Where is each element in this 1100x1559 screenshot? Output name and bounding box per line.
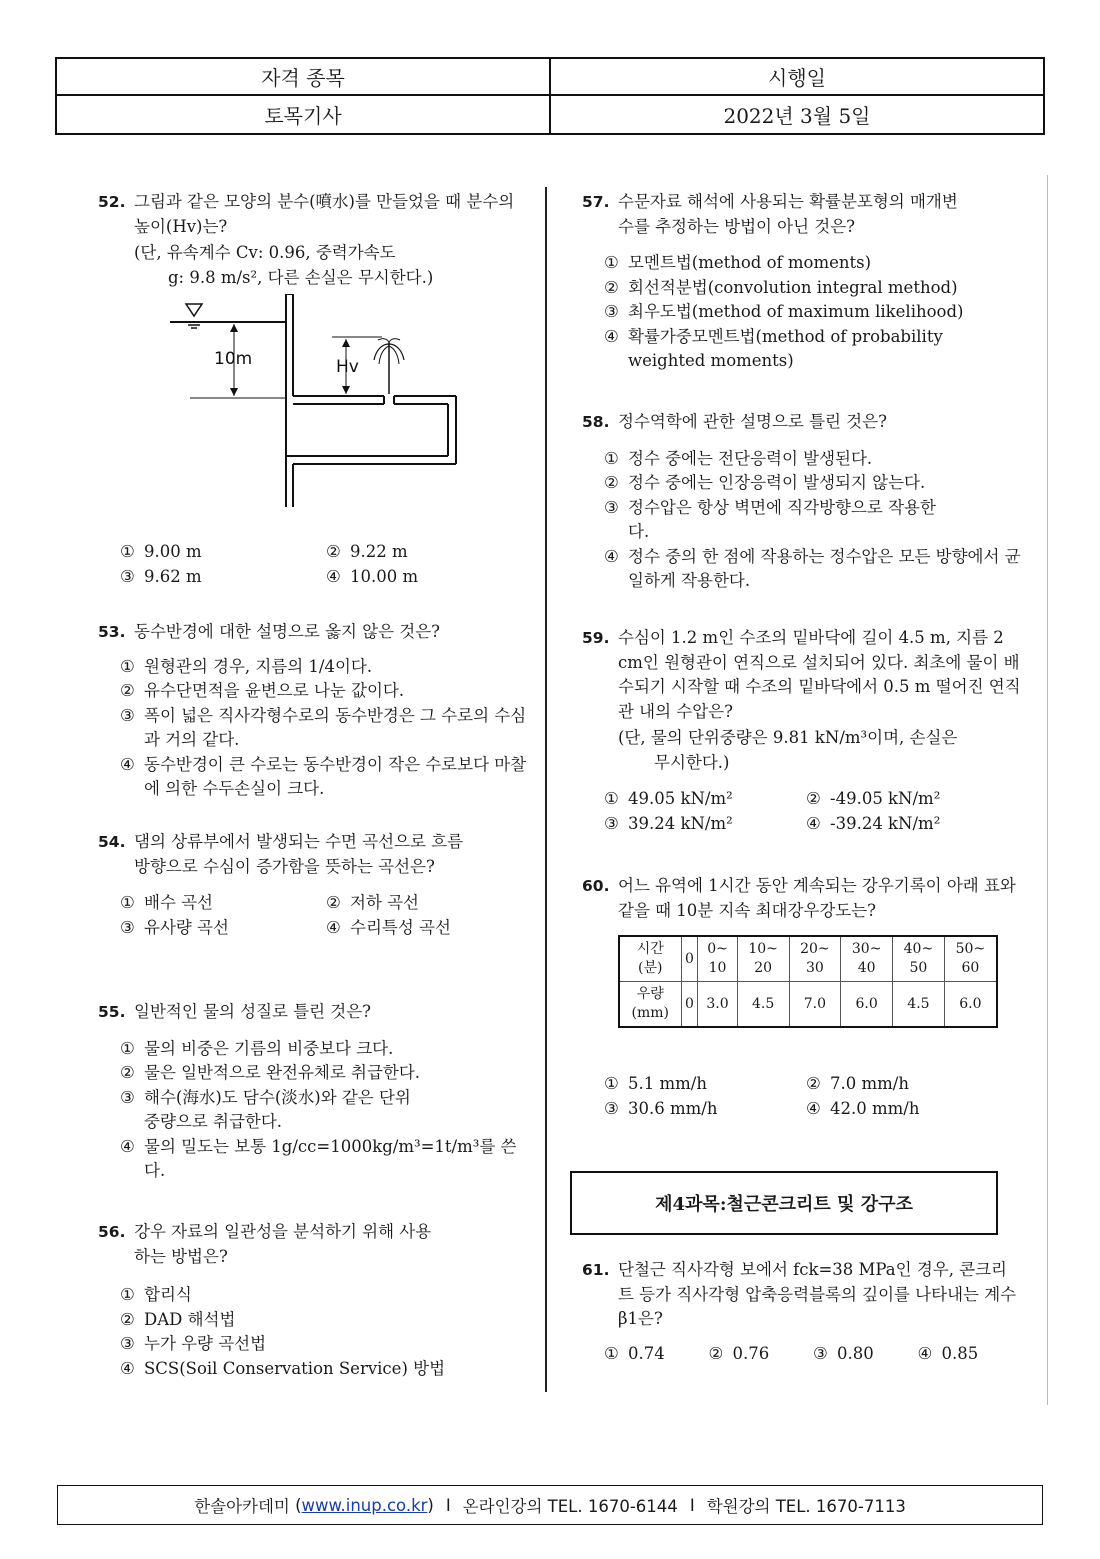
question-56 [98, 1220, 528, 1381]
option-2[interactable]: ② 정수 중에는 인장응력이 발생되지 않는다. [604, 473, 926, 492]
option-3[interactable]: ③ 0.80 [813, 1343, 874, 1363]
option-1[interactable]: ① 49.05 kN/m² [604, 789, 733, 808]
question-number: 57. [582, 193, 610, 211]
question-text: 댐의 상류부에서 발생되는 수면 곡선으로 흐름 방향으로 수심이 증가함을 뜻하는 곡선은? [134, 832, 464, 876]
table-cell: 6.0 [944, 982, 997, 1028]
rainfall-table [618, 935, 998, 1028]
offline-phone: 학원강의 TEL. 1670-7113 [706, 1497, 906, 1516]
fountain-diagram [160, 294, 480, 514]
table-cell: 20~ 30 [789, 936, 841, 982]
option-4[interactable]: ④ 0.85 [917, 1343, 979, 1363]
question-text: 그림과 같은 모양의 분수(噴水)를 만들었을 때 분수의 높이(Hv)는? [134, 192, 515, 236]
option-3[interactable]: ③ 누가 우량 곡선법 [120, 1334, 267, 1353]
question-58 [582, 410, 1022, 594]
question-condition: 무시한다.) [654, 752, 730, 772]
option-3[interactable]: ③ 유사량 곡선 [120, 917, 229, 937]
question-text: 일반적인 물의 성질로 틀린 것은? [134, 1002, 372, 1021]
question-60-options [582, 1072, 1022, 1121]
table-cell: 3.0 [698, 982, 737, 1028]
table-cell: 4.5 [893, 982, 945, 1028]
option-4[interactable]: ④ 42.0 mm/h [806, 1098, 920, 1118]
option-2[interactable]: ② DAD 해석법 [120, 1309, 236, 1329]
online-phone: 온라인강의 TEL. 1670-6144 [462, 1497, 678, 1516]
option-2[interactable]: ② 유수단면적을 윤변으로 나눈 값이다. [120, 681, 405, 700]
option-4[interactable]: ④ 10.00 m [326, 566, 419, 586]
option-1[interactable]: ① 모멘트법(method of moments) [604, 253, 872, 272]
question-52-options [98, 540, 528, 589]
table-cell: 0~ 10 [698, 936, 737, 982]
option-1[interactable]: ① 배수 곡선 [120, 893, 214, 912]
option-3[interactable]: ③ 해수(海水)도 담수(淡水)와 같은 단위중량으로 취급한다. [120, 1087, 411, 1131]
table-header-cell: 시간 (분) [619, 936, 681, 982]
option-1[interactable]: ① 원형관의 경우, 지름의 1/4이다. [120, 656, 373, 676]
option-1[interactable]: ① 물의 비중은 기름의 비중보다 크다. [120, 1038, 394, 1058]
option-1[interactable]: ① 9.00 m [120, 542, 202, 561]
option-3[interactable]: ③ 9.62 m [120, 566, 202, 586]
option-4[interactable]: ④ 수리특성 곡선 [326, 917, 451, 937]
question-number: 59. [582, 629, 610, 647]
question-text: 동수반경에 대한 설명으로 옳지 않은 것은? [134, 622, 441, 641]
option-3[interactable]: ③ 최우도법(method of maximum likelihood) [604, 302, 964, 321]
option-3[interactable]: ③ 폭이 넓은 직사각형수로의 동수반경은 그 수로의 수심과 거의 같다. [120, 705, 527, 749]
question-number: 60. [582, 877, 610, 895]
question-text: 단철근 직사각형 보에서 fck=38 MPa인 경우, 콘크리트 등가 직사각형 압축응력블록의 깊이를 나타내는 계수 β1은? [618, 1260, 1017, 1328]
option-4[interactable]: ④ 동수반경이 큰 수로는 동수반경이 작은 수로보다 마찰에 의한 수두손실이 크다. [120, 754, 527, 798]
option-4[interactable]: ④ -39.24 kN/m² [806, 813, 941, 833]
question-57 [582, 190, 1022, 374]
option-2[interactable]: ② 9.22 m [326, 542, 408, 561]
table-cell: 7.0 [789, 982, 841, 1028]
option-4[interactable]: ④ 정수 중의 한 점에 작용하는 정수압은 모든 방향에서 균일하게 작용한다. [604, 546, 1021, 590]
option-2[interactable]: ② -49.05 kN/m² [806, 789, 941, 808]
table-cell: 50~ 60 [944, 936, 997, 982]
table-row [619, 936, 997, 982]
table-cell: 10~ 20 [737, 936, 789, 982]
question-54 [98, 830, 528, 940]
question-number: 54. [98, 833, 126, 851]
option-4[interactable]: ④ SCS(Soil Conservation Service) 방법 [120, 1358, 446, 1378]
separator: I [445, 1495, 451, 1515]
question-text: 정수역학에 관한 설명으로 틀린 것은? [618, 412, 887, 431]
table-cell: 0 [681, 936, 698, 982]
header-subject-label: 자격 종목 [57, 59, 551, 96]
footer-banner: 한솔아카데미 ( www.inup.co.kr ) I 온라인강의 TEL. 1670-6144 I 학원강의 TEL. 1670-7113 [57, 1485, 1043, 1525]
header-subject-value: 토목기사 [57, 96, 551, 133]
option-2[interactable]: ② 회선적분법(convolution integral method) [604, 277, 958, 297]
question-number: 61. [582, 1261, 610, 1279]
question-number: 52. [98, 193, 126, 211]
academy-link[interactable]: www.inup.co.kr [301, 1495, 428, 1515]
question-condition: (단, 물의 단위중량은 9.81 kN/m³이며, 손실은 [618, 728, 958, 747]
question-59 [582, 626, 1022, 836]
question-text: 수심이 1.2 m인 수조의 밑바닥에 길이 4.5 m, 지름 2 cm인 원형관이 연직으로 설치되어 있다. 최초에 물이 배수되기 시작할 때 수조의 밑바닥에서 0.5 m 떨어진 연직관 내의 수압은? [618, 628, 1021, 721]
question-number: 53. [98, 623, 126, 641]
question-55 [98, 1000, 528, 1184]
question-60 [582, 874, 1022, 923]
option-1[interactable]: ① 합리식 [120, 1285, 192, 1304]
header-date-value: 2022년 3월 5일 [723, 104, 871, 128]
table-cell: 40~ 50 [893, 936, 945, 982]
table-row [619, 982, 997, 1028]
question-condition: g: 9.8 m/s², 다른 손실은 무시한다.) [168, 267, 434, 287]
table-cell: 6.0 [841, 982, 893, 1028]
question-text: 어느 유역에 1시간 동안 계속되는 강우기록이 아래 표와 같을 때 10분 지속 최대강우강도는? [618, 876, 1016, 920]
option-2[interactable]: ② 7.0 mm/h [806, 1074, 909, 1093]
option-3[interactable]: ③ 정수압은 항상 벽면에 직각방향으로 작용한다. [604, 497, 936, 541]
table-cell: 0 [681, 982, 698, 1028]
option-1[interactable]: ① 정수 중에는 전단응력이 발생된다. [604, 448, 873, 468]
option-2[interactable]: ② 물은 일반적으로 완전유체로 취급한다. [120, 1063, 421, 1082]
depth-label: 10m [214, 349, 253, 369]
question-number: 56. [98, 1223, 126, 1241]
question-number: 55. [98, 1003, 126, 1021]
question-52 [98, 190, 528, 290]
table-cell: 4.5 [737, 982, 789, 1028]
question-number: 58. [582, 413, 610, 431]
table-header-cell: 우량 (mm) [619, 982, 681, 1028]
option-4[interactable]: ④ 물의 밀도는 보통 1g/cc=1000kg/m³=1t/m³를 쓴다. [120, 1136, 517, 1180]
separator: I [689, 1495, 695, 1515]
question-text: 강우 자료의 일관성을 분석하기 위해 사용하는 방법은? [134, 1222, 432, 1266]
header-date-label: 시행일 [551, 59, 1043, 96]
question-condition: (단, 유속계수 Cv: 0.96, 중력가속도 [134, 243, 396, 262]
option-1[interactable]: ① 5.1 mm/h [604, 1074, 707, 1093]
option-2[interactable]: ② 저하 곡선 [326, 893, 420, 912]
question-text: 수문자료 해석에 사용되는 확률분포형의 매개변수를 추정하는 방법이 아닌 것은? [618, 192, 958, 236]
option-3[interactable]: ③ 30.6 mm/h [604, 1098, 718, 1118]
option-4[interactable]: ④ 확률가중모멘트법(method of probability weighted moments) [604, 326, 943, 370]
question-53 [98, 620, 528, 802]
option-1[interactable]: ① 0.74 [604, 1343, 665, 1363]
page-edge-line [1047, 175, 1048, 1405]
table-cell: 30~ 40 [841, 936, 893, 982]
column-divider [545, 187, 547, 1392]
question-61 [582, 1258, 1022, 1366]
option-3[interactable]: ③ 39.24 kN/m² [604, 813, 733, 833]
exam-info-table [55, 57, 1045, 135]
option-2[interactable]: ② 0.76 [708, 1343, 770, 1363]
height-label: Hv [336, 357, 359, 377]
academy-name: 한솔아카데미 [194, 1497, 290, 1516]
section-title: 제4과목:철근콘크리트 및 강구조 [570, 1171, 998, 1235]
